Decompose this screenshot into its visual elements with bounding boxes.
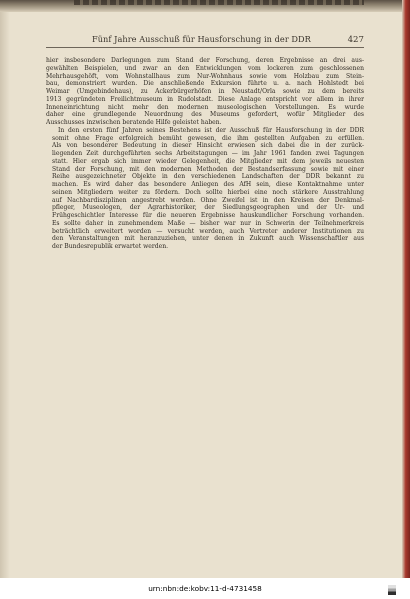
text-line: den Veranstaltungen mit heranzuziehen, unter denen in Zukunft auch Wissenschaftler aus	[52, 235, 364, 243]
text-line: In den ersten fünf Jahren seines Bestehens ist der Ausschuß für Hausforschung in der DDR	[58, 126, 364, 134]
body-text	[46, 57, 364, 251]
running-title: Fünf Jahre Ausschuß für Hausforschung in der DDR	[92, 34, 311, 44]
text-line: machen. Es wird daher das besondere Anliegen des AfH sein, diese Kontaktnahme unter	[52, 181, 364, 188]
text-line: pfleger, Museologen, der Agrarhistoriker, der Siedlungsgeographen und der Ur- und	[52, 204, 364, 212]
text-line: auf Nachbardisziplinen angestrebt werden. Ohne Zweifel ist in den Kreisen der Denkmal-	[52, 196, 364, 204]
text-line: liegenden Zeit durchgeführten sechs Arbeitstagungen — im Jahr 1961 fanden zwei Tagungen	[52, 150, 364, 157]
running-head	[46, 34, 364, 48]
page-gutter-shadow	[0, 12, 10, 578]
text-line: Weimar (Umgebindehaus), zu Ackerbürgerhöfen in Neustadt/Orla sowie zu dem bereits	[46, 88, 364, 95]
text-line: Stand der Forschung, mit den modernen Methoden der Bestandserfassung sowie mit einer	[52, 165, 364, 173]
text-line: hier insbesondere Darlegungen zum Stand der Forschung, deren Ergebnisse an drei aus-	[46, 57, 364, 64]
text-line: Inneneinrichtung nicht mehr den modernen museologischen Vorstellungen. Es wurde	[46, 103, 364, 111]
text-line: Reihe ausgezeichneter Objekte in den verschiedenen Landschaften der DDR bekannt zu	[52, 173, 364, 181]
text-line: seinen Mitgliedern weiter zu fördern. Doch sollte hierbei eine noch stärkere Ausstrahlung	[52, 188, 364, 196]
text-line: statt. Hier ergab sich immer wieder Gelegenheit, die Mitglieder mit dem jeweils neuesten	[52, 157, 364, 165]
text-line: somit ohne Frage erfolgreich bemüht gewesen, die ihm gestellten Aufgaben zu erfüllen.	[52, 134, 364, 142]
text-line: 1913 gegründeten Freilichtmuseum in Rudolstadt. Diese Anlage entspricht vor allem in ihrer	[46, 95, 364, 103]
text-line: Ausschusses inzwischen beratende Hilfe geleistet haben.	[46, 119, 222, 126]
paragraph	[46, 57, 364, 127]
binding-edge	[74, 0, 364, 5]
text-line: der Bundesrepublik erwartet werden.	[52, 243, 169, 250]
paragraph	[46, 127, 364, 251]
urn-label: urn:nbn:de:kobv:11-d-4731458	[148, 584, 262, 593]
text-line: Frühgeschichtler Interesse für die neueren Ergebnisse hauskundlicher Forschung vorhanden.	[52, 212, 364, 219]
text-line: Es sollte daher in zunehmendem Maße — bisher war nur in Schwerin der Teilnehmerkreis	[52, 219, 364, 227]
text-line: Als von besonderer Bedeutung in dieser Hinsicht erwiesen sich dabei die in der zurück-	[52, 142, 364, 150]
text-line: daher eine grundlegende Neuordnung des Museums gefordert, wofür Mitglieder des	[46, 111, 364, 119]
page-number: 427	[347, 35, 364, 45]
urn-footer	[0, 578, 410, 599]
page-content	[46, 34, 364, 554]
text-line: bau, demonstriert wurden. Die anschließende Exkursion führte u. a. nach Hohlstedt bei	[46, 80, 364, 88]
color-target-icon	[388, 585, 396, 595]
text-line: Mehrhausgehöft, vom Wohnstallhaus zum Nur-Wohnhaus sowie vom Holzbau zum Stein-	[46, 72, 364, 80]
text-line: gewählten Beispielen, und zwar an den Entwicklungen vom lockeren zum geschlossenen	[46, 64, 364, 72]
book-cover-edge	[402, 0, 410, 578]
text-line: beträchtlich erweitert worden — versucht werden, auch Vertreter anderer Institutionen zu	[52, 227, 364, 235]
